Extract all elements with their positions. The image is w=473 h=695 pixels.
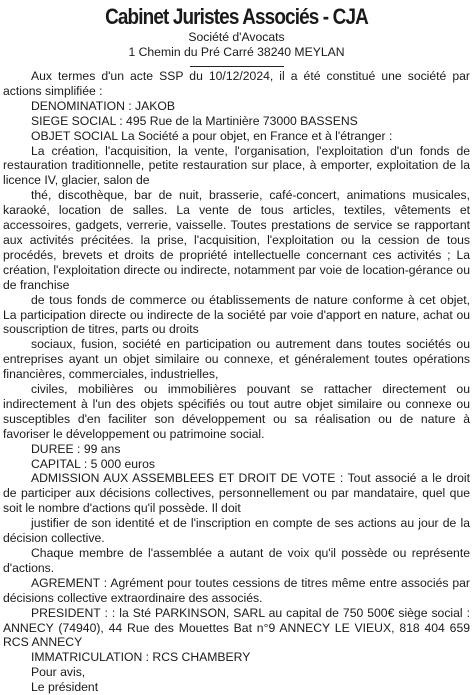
firm-subtitle: Société d'Avocats [188,30,285,44]
objet-paragraph-4: sociaux, fusion, société en participation ou autrement dans toutes sociétés ou entreprises ayant un objet similaire ou connexe, et généralement toutes opérations financières, commerciales, industrielles, [3,337,470,382]
immatriculation-line: IMMATRICULATION : RCS CHAMBERY [31,650,251,665]
notice-header [3,3,470,67]
admission-paragraph-1: ADMISSION AUX ASSEMBLEES ET DROIT DE VOTE : Tout associé a le droit de participer aux décisions collectives, personnellement ou par mandataire, quel que soit le nombre d'actions qu'il possède. Il doit [3,471,470,516]
intro-paragraph: Aux termes d'un acte SSP du 10/12/2024, il a été constitué une société par actions simplifiée : [3,69,470,98]
agrement-paragraph: AGREMENT : Agrément pour toutes cessions de titres même entre associés par décisions collective extraordinaire des associés. [3,575,470,605]
objet-paragraph-5: civiles, mobilières ou immobilières pouvant se rattacher directement ou indirectement à l'un des objets spécifiés ou tout autre objet similaire ou connexe ou susceptibles d'en faciliter son développement ou sa réalisation ou de nature à favoriser le développement ou patrimoine social. [3,382,470,441]
objet-paragraph-1: La création, l'acquisition, la vente, l'organisation, l'exploitation d'un fonds de restauration traditionnelle, petite restauration sur place, à emporter, exploitation de la licence IV, glacier, salon de [3,143,470,188]
capital-line: CAPITAL : 5 000 euros [31,456,155,471]
objet-paragraph-3: de tous fonds de commerce ou établissements de nature conforme à cet objet, La participation directe ou indirecte de la société par voie d'apport en nature, achat ou souscription de titres, parts ou droits [3,292,470,337]
siege-line: SIEGE SOCIAL : 495 Rue de la Martinière 73000 BASSENS [31,113,358,128]
objet-paragraph-2: thé, discothèque, bar de nuit, brasserie, café-concert, animations musicales, karaoké, location de salles. La vente de tous articles, textiles, vêtements et accessoires, gadgets, verrerie, vaisselle. Toutes prestations de service se rapportant aux activités précitées. la prise, l'acquisition, l'exploitation ou la cession de tous procédés, brevets et droits de propriété intellectuelle concernant ces activités ; La création, l'exploitation directe ou indirecte, notamment par voie de location-gérance ou de franchise [3,188,470,292]
signature-line: Le président [31,680,99,695]
closing-line: Pour avis, [31,665,86,680]
duree-line: DUREE : 99 ans [31,441,121,456]
firm-address: 1 Chemin du Pré Carré 38240 MEYLAN [128,45,345,59]
header-divider [190,66,284,67]
admission-paragraph-2: justifier de son identité et de l'inscription en compte de ses actions au jour de la décision collective. [3,516,470,546]
objet-heading: OBJET SOCIAL La Société a pour objet, en France et à l'étranger : [31,128,393,143]
admission-paragraph-3: Chaque membre de l'assemblée a autant de voix qu'il possède ou représente d'actions. [3,546,470,575]
denomination-line: DENOMINATION : JAKOB [31,98,176,113]
notice-body [3,69,470,695]
president-paragraph: PRESIDENT : : la Sté PARKINSON, SARL au capital de 750 500€ siège social : ANNECY (74940), 44 Rue des Mouettes Bat n°9 ANNECY LE VIEUX, 818 404 659 RCS ANNECY [3,605,470,650]
firm-title: Cabinet Juristes Associés - CJA [105,4,368,29]
